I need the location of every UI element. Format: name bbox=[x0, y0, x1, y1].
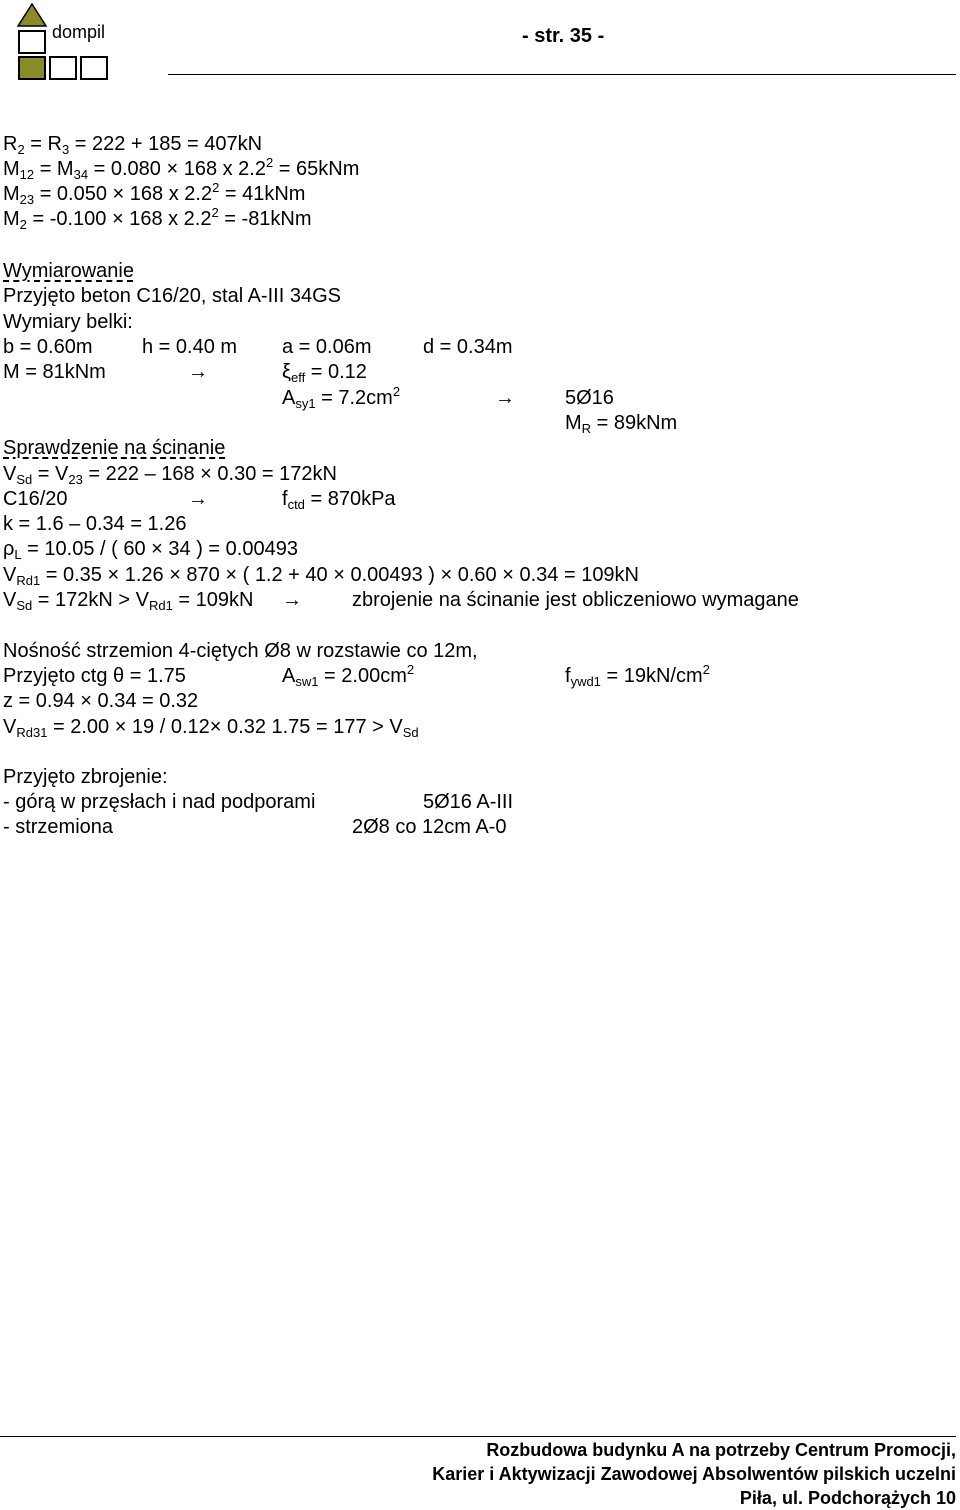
top-reinforcement-value: 5Ø16 A-III bbox=[423, 791, 514, 813]
moment-m: M = 81kNm bbox=[3, 361, 106, 383]
z-line: z = 0.94 × 0.34 = 0.32 bbox=[3, 690, 199, 712]
bars-chosen: 5Ø16 bbox=[565, 387, 614, 409]
fctd-value: $f_{ctd} = 870kPa$ bbox=[282, 488, 396, 512]
shear-conclusion: zbrojenie na ścinanie jest obliczeniowo wymagane bbox=[352, 589, 799, 611]
vrd31-line: $V_{Rd31} = 2.00 \times 19 / 0.12\times 0.32$ $1.75 = 177 > V_{Sd}$ bbox=[3, 716, 419, 740]
stirrup-value: 2Ø8 co 12cm A-0 bbox=[352, 816, 507, 838]
r2-line: $R_2 = R_3 = 222 + 185 = 407kN$ bbox=[3, 133, 263, 157]
arrow-icon: → bbox=[188, 488, 208, 510]
arrow-icon: → bbox=[188, 361, 208, 383]
logo-text: dompil bbox=[52, 22, 106, 42]
ctg-line: Przyjęto ctg θ = 1.75 bbox=[3, 665, 186, 687]
top-reinforcement-label: - górą w przęsłach i nad podporami bbox=[3, 791, 316, 813]
vrd1-line: $V_{Rd1} = 0.35 \times 1.26 \times 870$ × ( 1.2 + 40 × 0.00493 ) × 0.60 × 0.34 = 109kN bbox=[3, 564, 640, 588]
m2-line: $M_2 = -0.100 \times 168$ x $2.2^2 = -81kNm$ bbox=[3, 205, 312, 232]
stirrup-capacity: Nośność strzemion 4-ciętych Ø8 w rozstawie co 12m, bbox=[3, 640, 478, 662]
design-heading: Wymiarowanie bbox=[3, 260, 134, 282]
m23-line: $M_{23} = 0.050 \times 168$ x $2.2^2 = 41kNm$ bbox=[3, 180, 306, 207]
m12-line: $M_{12} = M_{34} = 0.080 \times 168$ x $2.2^2 = 65kNm$ bbox=[3, 155, 360, 182]
stirrup-label: - strzemiona bbox=[3, 816, 114, 838]
k-line: k = 1.6 – 0.34 = 1.26 bbox=[3, 513, 187, 535]
fywd-value: $f_{ywd1} = 19kN/cm^2$ bbox=[565, 662, 710, 689]
arrow-icon: → bbox=[495, 387, 515, 409]
footer-line-2: Karier i Aktywizacji Zawodowej Absolwentów pilskich uczelni bbox=[432, 1464, 956, 1484]
xi-eff: $\xi_{eff} = 0.12$ bbox=[282, 361, 367, 385]
footer-line-3: Piła, ul. Podchorążych 10 bbox=[739, 1488, 956, 1508]
reinforcement-heading: Przyjęto zbrojenie: bbox=[3, 766, 168, 788]
mr-value: $M_R = 89kNm$ bbox=[565, 412, 678, 436]
asw-value: $A_{sw1} = 2.00cm^2$ bbox=[282, 662, 415, 689]
dim-d: d = 0.34m bbox=[423, 336, 513, 358]
shear-heading: Sprawdzenie na ścinanie bbox=[3, 437, 226, 459]
dims-label: Wymiary belki: bbox=[3, 311, 133, 333]
page-number: - str. 35 - bbox=[522, 25, 605, 47]
as-required: $A_{sy1} = 7.2cm^2$ bbox=[282, 384, 401, 411]
rho-line: $\rho_L = 10.05$ / ( 60 × 34 ) = 0.00493 bbox=[3, 538, 298, 562]
footer-line-1: Rozbudowa budynku A na potrzeby Centrum Promocji, bbox=[486, 1440, 956, 1460]
compare-line: $V_{Sd} = 172kN > V_{Rd1} = 109kN$ bbox=[3, 589, 254, 613]
dim-a: a = 0.06m bbox=[282, 336, 372, 358]
arrow-icon: → bbox=[282, 589, 302, 611]
vsd-line: $V_{Sd} = V_{23} = 222 - 168 \times 0.30 = 172kN$ bbox=[3, 463, 337, 487]
dim-h: h = 0.40 m bbox=[142, 336, 238, 358]
footer-rule bbox=[0, 1436, 956, 1437]
dim-b: b = 0.60m bbox=[3, 336, 93, 358]
concrete-line: Przyjęto beton C16/20, stal A-III 34GS bbox=[3, 285, 341, 307]
concrete-class: C16/20 bbox=[3, 488, 68, 510]
header-rule bbox=[168, 74, 956, 75]
